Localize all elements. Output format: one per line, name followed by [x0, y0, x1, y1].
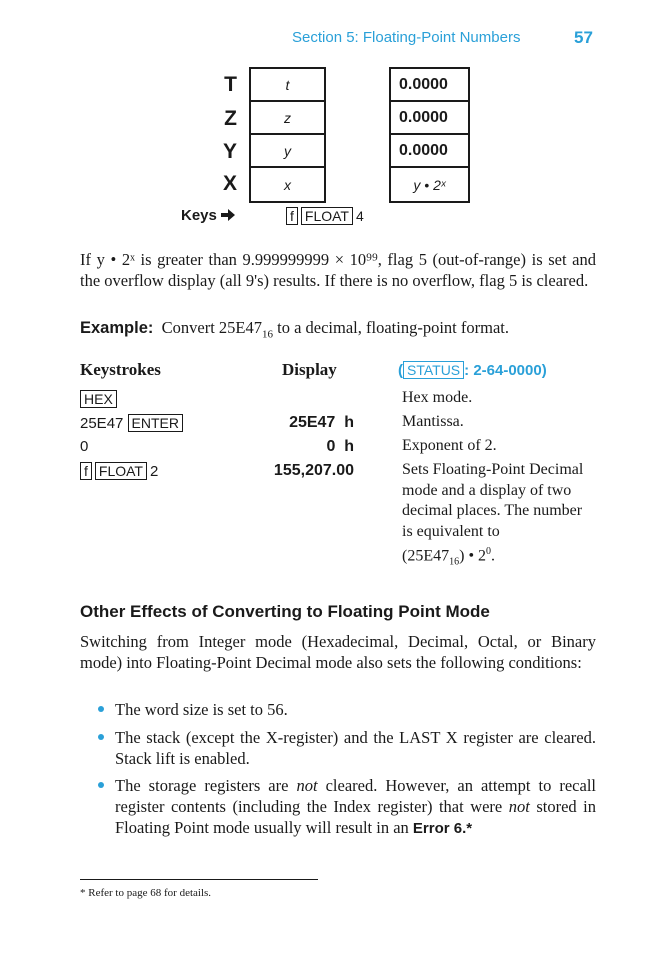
arrow-right-icon: [221, 209, 235, 221]
stack-after-z: 0.0000: [391, 102, 468, 135]
stack-after-t: 0.0000: [391, 69, 468, 102]
row-display: 25E47 h: [289, 414, 354, 431]
stack-before-t: t: [251, 69, 324, 102]
register-label-y: Y: [222, 140, 237, 163]
row-desc-text: Sets Floating-Point Decimal mode and a display of two decimal places. The number is equivalent to: [402, 461, 584, 540]
footnote-divider: [80, 879, 318, 880]
keys-digit: 4: [355, 208, 364, 224]
bullet-item: The word size is set to 56.: [115, 700, 288, 719]
row-display: 0 h: [326, 438, 354, 455]
keystrokes-header: Keystrokes: [80, 360, 161, 379]
equiv-a: (25E47: [402, 547, 450, 565]
f-key[interactable]: f: [286, 207, 298, 225]
row-desc: Exponent of 2.: [402, 437, 497, 454]
float-key[interactable]: FLOAT: [95, 462, 147, 480]
status-header: [398, 361, 547, 379]
hex-key[interactable]: HEX: [80, 390, 117, 408]
table-row: [80, 462, 158, 480]
bullet-item: [115, 775, 596, 839]
example-sub: 16: [262, 328, 273, 341]
keys-sequence: [286, 207, 364, 225]
register-label-x: X: [222, 172, 237, 195]
status-open: (: [398, 362, 403, 379]
row-suffix: 2: [149, 463, 159, 480]
row-desc: Hex mode.: [402, 389, 473, 406]
table-row: [80, 414, 186, 432]
table-row: 0: [80, 438, 89, 455]
row-prefix: 25E47: [80, 415, 128, 432]
keys-label: [181, 207, 235, 224]
stack-before: [249, 67, 326, 203]
row-desc: [402, 460, 587, 573]
stack-before-x: x: [284, 176, 291, 193]
error-message: Error 6.*: [412, 820, 473, 837]
example-label: Example:: [80, 319, 154, 337]
example-text-a: Convert 25E47: [161, 318, 262, 337]
equiv-b: ) • 2: [459, 547, 487, 565]
stack-before-y: y: [251, 135, 324, 168]
f-key[interactable]: f: [80, 462, 92, 480]
equiv-c: .: [491, 547, 496, 565]
example-line: [80, 317, 596, 345]
overflow-paragraph: If y • 2ˣ is greater than 9.999999999 × 10⁹⁹, flag 5 (out-of-range) is set and the overflow display (all 9's) results. If there is no overflow, flag 5 is cleared.: [80, 250, 596, 290]
row-desc: Mantissa.: [402, 413, 464, 430]
display-header: Display: [282, 360, 337, 379]
bullet3-a: The storage registers are: [115, 776, 297, 795]
example-text-b: to a decimal, floating-point format.: [273, 318, 509, 337]
keys-label-text: Keys: [181, 207, 217, 224]
page-number: 57: [574, 28, 593, 47]
section-heading: Other Effects of Converting to Floating Point Mode: [80, 602, 490, 621]
stack-before-z: z: [251, 102, 324, 135]
running-header: Section 5: Floating-Point Numbers: [292, 29, 521, 46]
section-intro: Switching from Integer mode (Hexadecimal, Decimal, Octal, or Binary mode) into Floating-Point Decimal mode also sets the following conditions:: [80, 632, 596, 672]
bullet3-not1: not: [296, 776, 318, 795]
stack-after-y: 0.0000: [391, 135, 468, 168]
bullet-item: The stack (except the X-register) and the LAST X register are cleared. Stack lift is enabled.: [115, 728, 596, 768]
register-label-t: T: [224, 73, 237, 96]
register-label-z: Z: [224, 107, 237, 130]
bullet3-b: cleared. However, an attempt to recall register contents (including the Index register) that were: [115, 776, 596, 816]
float-key[interactable]: FLOAT: [301, 207, 353, 225]
stack-after-x: y • 2ˣ: [413, 176, 446, 193]
equiv-sup: 0: [486, 546, 492, 557]
bullet-dot: [98, 782, 104, 788]
equiv-sub: 16: [449, 556, 460, 568]
status-key[interactable]: STATUS: [403, 361, 464, 379]
footnote: * Refer to page 68 for details.: [80, 887, 212, 899]
bullet3-not2: not: [508, 797, 530, 816]
stack-after: [389, 67, 470, 203]
bullet-dot: [98, 706, 104, 712]
bullet-dot: [98, 734, 104, 740]
bullet3-c: stored in Floating Point mode usually will result in an: [115, 797, 596, 837]
enter-key[interactable]: ENTER: [128, 414, 183, 432]
status-value: : 2-64-0000): [464, 362, 547, 379]
row-display: 155,207.00: [273, 462, 354, 479]
table-row: [80, 390, 120, 408]
